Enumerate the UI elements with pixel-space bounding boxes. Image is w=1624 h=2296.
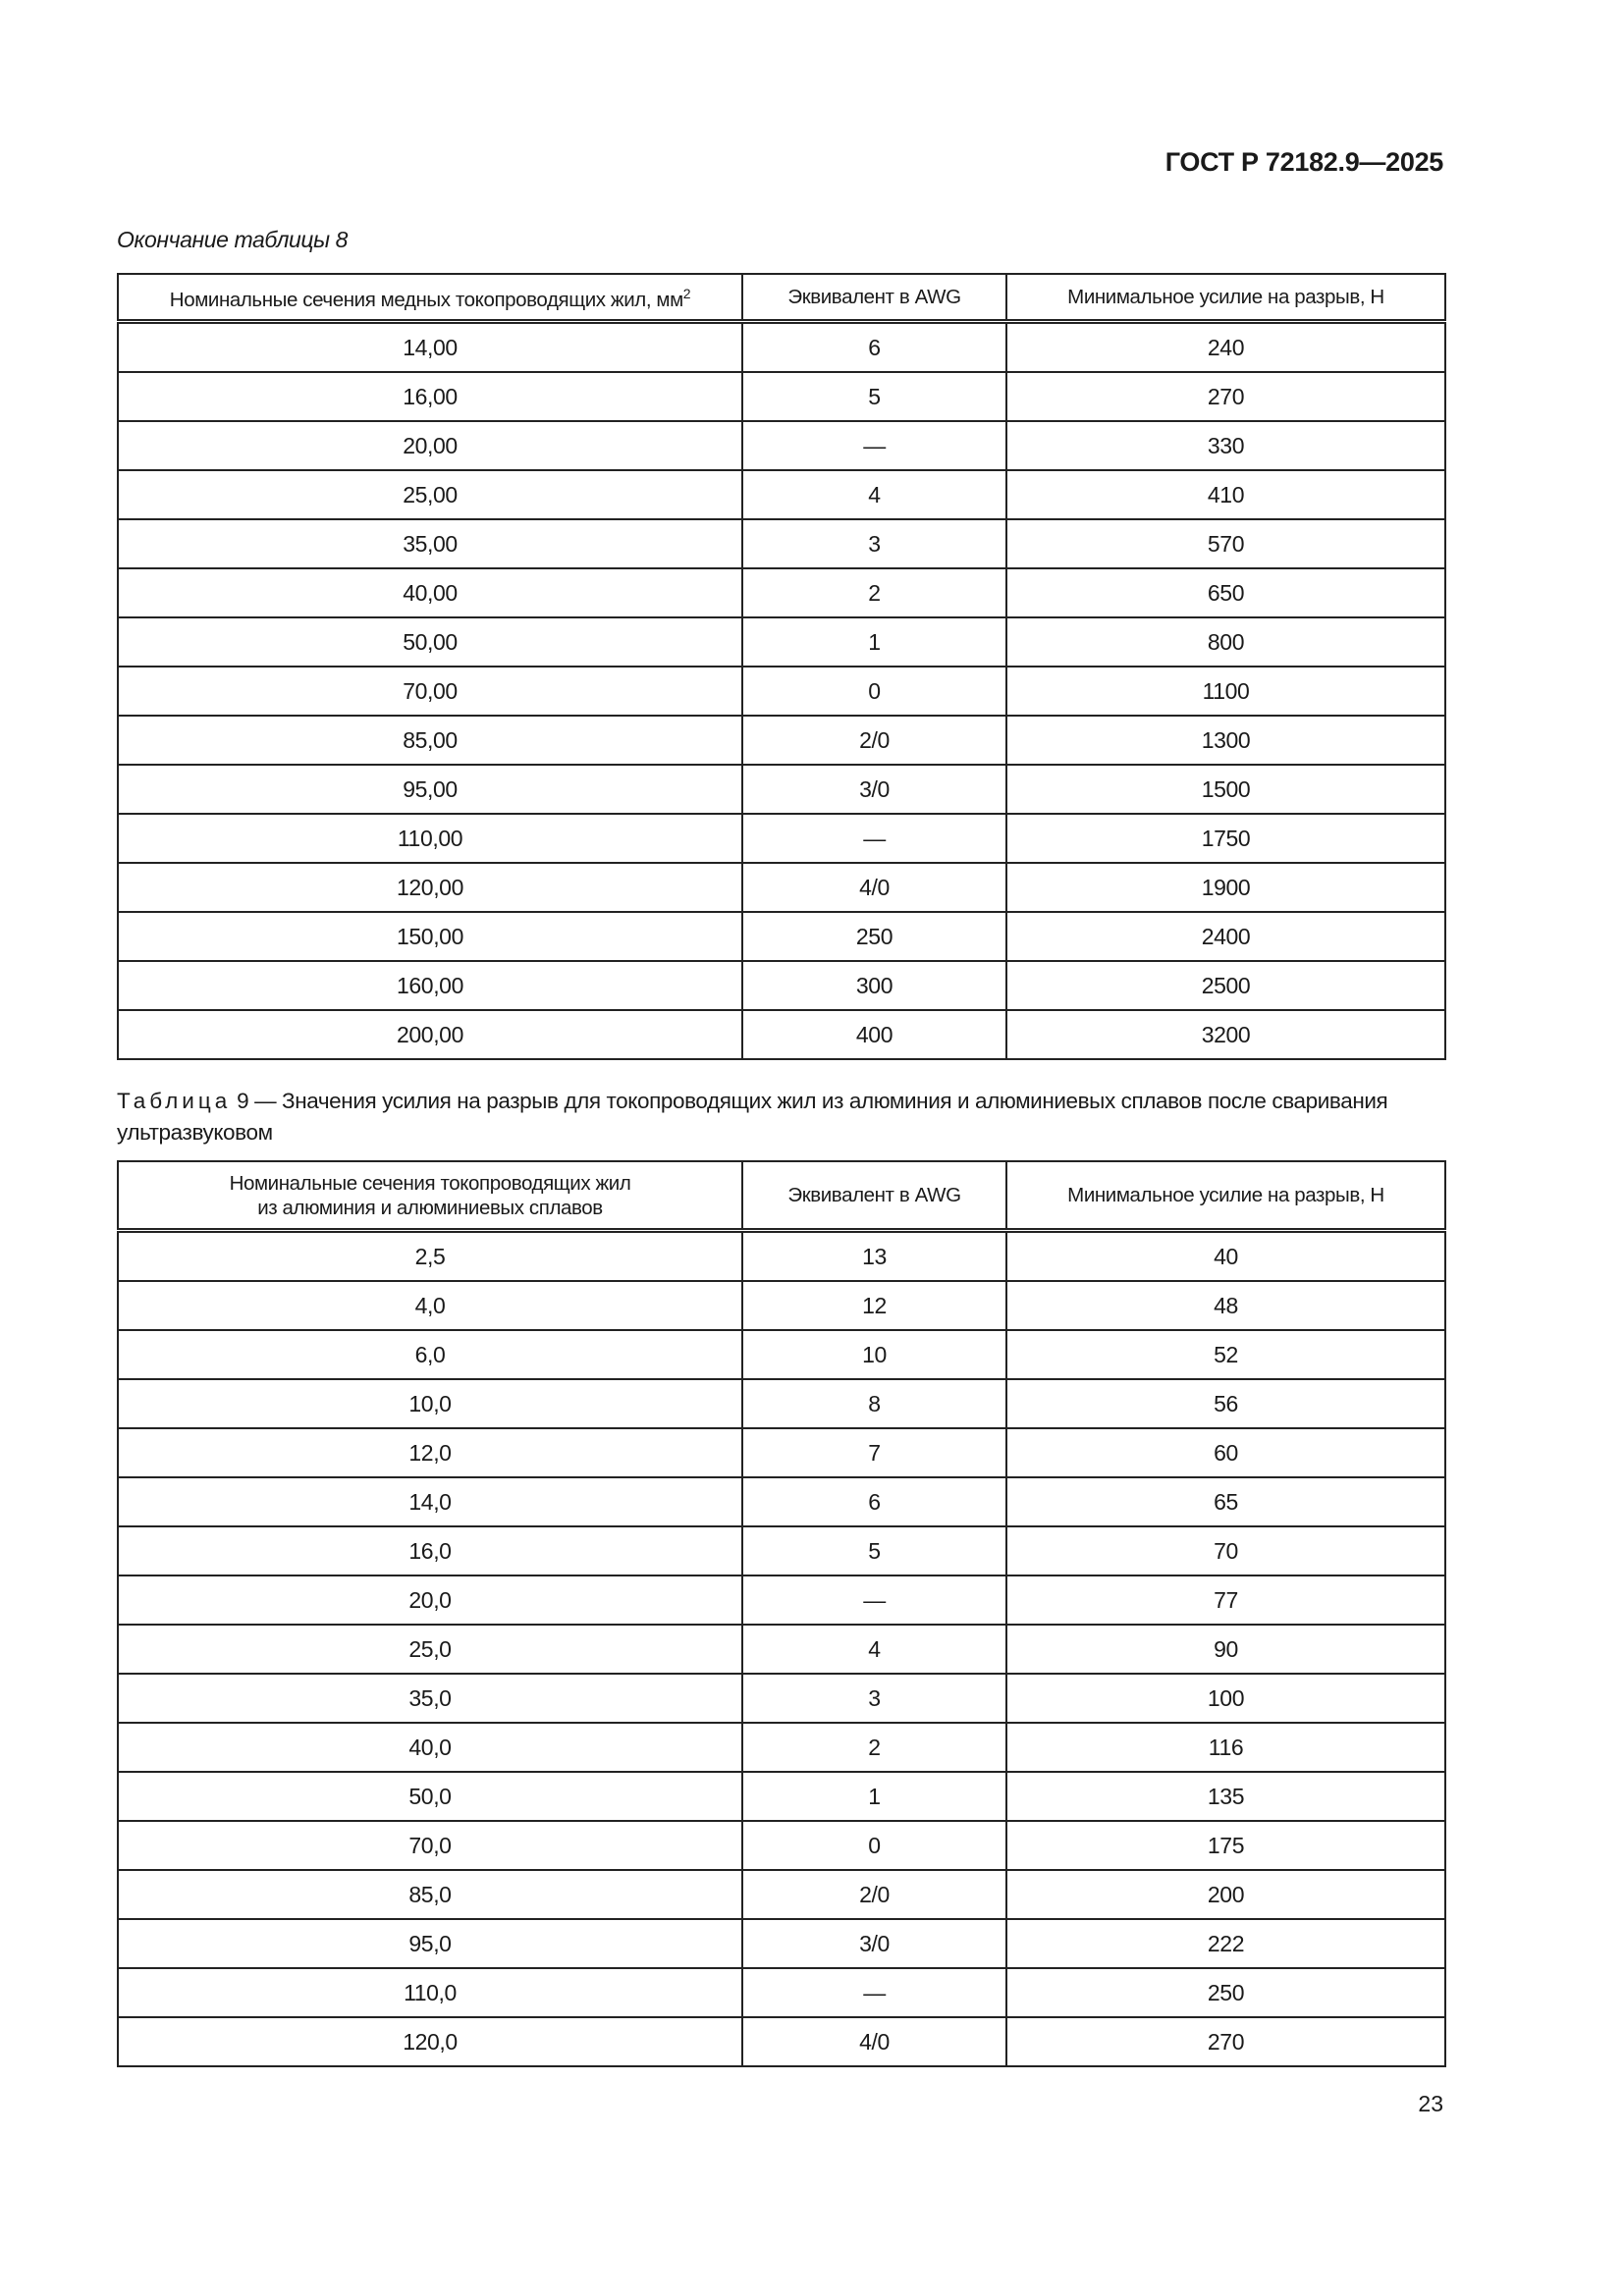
- cell-min-force: 56: [1006, 1379, 1445, 1428]
- cell-min-force: 2400: [1006, 912, 1445, 961]
- cell-cross-section: 2,5: [118, 1231, 742, 1282]
- table-9: [117, 1160, 1446, 2067]
- cell-min-force: 1300: [1006, 716, 1445, 765]
- table-row: [118, 568, 1445, 617]
- cell-cross-section: 110,0: [118, 1968, 742, 2017]
- cell-awg: 400: [742, 1010, 1006, 1059]
- cell-min-force: 222: [1006, 1919, 1445, 1968]
- cell-awg: —: [742, 1575, 1006, 1625]
- table-row: [118, 372, 1445, 421]
- caption-number: 9: [237, 1089, 249, 1113]
- cell-awg: —: [742, 421, 1006, 470]
- table-row: [118, 1526, 1445, 1575]
- cell-cross-section: 85,00: [118, 716, 742, 765]
- cell-cross-section: 70,00: [118, 667, 742, 716]
- cell-cross-section: 120,0: [118, 2017, 742, 2066]
- cell-cross-section: 14,00: [118, 322, 742, 373]
- cell-awg: 4: [742, 1625, 1006, 1674]
- table-8: [117, 273, 1446, 1060]
- cell-min-force: 1100: [1006, 667, 1445, 716]
- cell-awg: 0: [742, 667, 1006, 716]
- cell-min-force: 135: [1006, 1772, 1445, 1821]
- cell-min-force: 77: [1006, 1575, 1445, 1625]
- table-row: [118, 617, 1445, 667]
- cell-cross-section: 25,0: [118, 1625, 742, 1674]
- cell-awg: 2/0: [742, 1870, 1006, 1919]
- cell-cross-section: 6,0: [118, 1330, 742, 1379]
- cell-min-force: 52: [1006, 1330, 1445, 1379]
- cell-min-force: 1750: [1006, 814, 1445, 863]
- table-row: [118, 1575, 1445, 1625]
- cell-awg: 6: [742, 1477, 1006, 1526]
- cell-awg: 1: [742, 1772, 1006, 1821]
- cell-awg: 6: [742, 322, 1006, 373]
- table-row: [118, 1821, 1445, 1870]
- cell-awg: 8: [742, 1379, 1006, 1428]
- cell-awg: 250: [742, 912, 1006, 961]
- cell-cross-section: 200,00: [118, 1010, 742, 1059]
- table-row: [118, 1428, 1445, 1477]
- table-row: [118, 1379, 1445, 1428]
- table-row: [118, 1477, 1445, 1526]
- cell-cross-section: 20,0: [118, 1575, 742, 1625]
- cell-awg: 2: [742, 568, 1006, 617]
- cell-awg: 2/0: [742, 716, 1006, 765]
- cell-min-force: 240: [1006, 322, 1445, 373]
- cell-awg: 4: [742, 470, 1006, 519]
- cell-min-force: 90: [1006, 1625, 1445, 1674]
- cell-cross-section: 110,00: [118, 814, 742, 863]
- cell-cross-section: 150,00: [118, 912, 742, 961]
- cell-awg: 4/0: [742, 863, 1006, 912]
- cell-min-force: 270: [1006, 2017, 1445, 2066]
- page-number: 23: [1418, 2091, 1443, 2116]
- cell-cross-section: 10,0: [118, 1379, 742, 1428]
- cell-cross-section: 70,0: [118, 1821, 742, 1870]
- table-row: [118, 1870, 1445, 1919]
- cell-min-force: 116: [1006, 1723, 1445, 1772]
- table-header-row: [118, 274, 1445, 322]
- table-row: [118, 1010, 1445, 1059]
- cell-min-force: 410: [1006, 470, 1445, 519]
- caption-text: — Значения усилия на разрыв для токопроводящих жил из алюминия и алюминиевых сплавов после сваривания ультразвуковом: [117, 1089, 1388, 1145]
- cell-cross-section: 120,00: [118, 863, 742, 912]
- table-row: [118, 1968, 1445, 2017]
- cell-min-force: 70: [1006, 1526, 1445, 1575]
- column-header-cross-section: [118, 274, 742, 322]
- cell-cross-section: 16,0: [118, 1526, 742, 1575]
- table-row: [118, 667, 1445, 716]
- table-row: [118, 716, 1445, 765]
- table-8-continuation-label: Окончание таблицы 8: [117, 227, 349, 252]
- cell-cross-section: 40,00: [118, 568, 742, 617]
- table-row: [118, 1919, 1445, 1968]
- cell-awg: 300: [742, 961, 1006, 1010]
- header-text-line2: из алюминия и алюминиевых сплавов: [257, 1196, 603, 1219]
- table-9-caption: [117, 1086, 1444, 1148]
- column-header-min-force: Минимальное усилие на разрыв, Н: [1006, 1161, 1445, 1231]
- cell-awg: 3: [742, 519, 1006, 568]
- cell-awg: 10: [742, 1330, 1006, 1379]
- table-row: [118, 1625, 1445, 1674]
- cell-min-force: 1500: [1006, 765, 1445, 814]
- cell-cross-section: 160,00: [118, 961, 742, 1010]
- cell-min-force: 60: [1006, 1428, 1445, 1477]
- cell-cross-section: 35,00: [118, 519, 742, 568]
- cell-cross-section: 14,0: [118, 1477, 742, 1526]
- table-row: [118, 1330, 1445, 1379]
- cell-awg: 7: [742, 1428, 1006, 1477]
- document-code: ГОСТ Р 72182.9—2025: [1164, 147, 1443, 177]
- cell-cross-section: 16,00: [118, 372, 742, 421]
- column-header-awg: Эквивалент в AWG: [742, 1161, 1006, 1231]
- cell-min-force: 270: [1006, 372, 1445, 421]
- cell-awg: 5: [742, 372, 1006, 421]
- cell-awg: 3/0: [742, 765, 1006, 814]
- table-row: [118, 1281, 1445, 1330]
- table-row: [118, 2017, 1445, 2066]
- cell-awg: 4/0: [742, 2017, 1006, 2066]
- cell-min-force: 2500: [1006, 961, 1445, 1010]
- table-row: [118, 814, 1445, 863]
- cell-awg: —: [742, 1968, 1006, 2017]
- column-header-cross-section: [118, 1161, 742, 1231]
- cell-min-force: 40: [1006, 1231, 1445, 1282]
- cell-min-force: 100: [1006, 1674, 1445, 1723]
- cell-cross-section: 12,0: [118, 1428, 742, 1477]
- cell-awg: 3/0: [742, 1919, 1006, 1968]
- header-text: Номинальные сечения медных токопроводящих жил, мм: [169, 288, 683, 311]
- cell-cross-section: 35,0: [118, 1674, 742, 1723]
- column-header-min-force: Минимальное усилие на разрыв, Н: [1006, 274, 1445, 322]
- cell-min-force: 250: [1006, 1968, 1445, 2017]
- cell-awg: 3: [742, 1674, 1006, 1723]
- cell-min-force: 200: [1006, 1870, 1445, 1919]
- cell-min-force: 48: [1006, 1281, 1445, 1330]
- table-row: [118, 1772, 1445, 1821]
- table-row: [118, 961, 1445, 1010]
- cell-min-force: 800: [1006, 617, 1445, 667]
- cell-min-force: 570: [1006, 519, 1445, 568]
- table-row: [118, 765, 1445, 814]
- cell-awg: 13: [742, 1231, 1006, 1282]
- superscript: 2: [682, 286, 691, 302]
- table-row: [118, 470, 1445, 519]
- cell-awg: 5: [742, 1526, 1006, 1575]
- table-header-row: [118, 1161, 1445, 1231]
- cell-min-force: 3200: [1006, 1010, 1445, 1059]
- table-row: [118, 912, 1445, 961]
- table-row: [118, 322, 1445, 373]
- table-row: [118, 1723, 1445, 1772]
- cell-cross-section: 95,00: [118, 765, 742, 814]
- cell-min-force: 65: [1006, 1477, 1445, 1526]
- caption-prefix: Таблица: [117, 1089, 232, 1113]
- cell-min-force: 1900: [1006, 863, 1445, 912]
- column-header-awg: Эквивалент в AWG: [742, 274, 1006, 322]
- cell-cross-section: 40,0: [118, 1723, 742, 1772]
- header-text-line1: Номинальные сечения токопроводящих жил: [229, 1171, 631, 1195]
- cell-cross-section: 85,0: [118, 1870, 742, 1919]
- cell-awg: 2: [742, 1723, 1006, 1772]
- cell-min-force: 650: [1006, 568, 1445, 617]
- table-row: [118, 421, 1445, 470]
- table-row: [118, 519, 1445, 568]
- cell-cross-section: 50,00: [118, 617, 742, 667]
- cell-min-force: 330: [1006, 421, 1445, 470]
- cell-awg: —: [742, 814, 1006, 863]
- cell-awg: 0: [742, 1821, 1006, 1870]
- cell-awg: 1: [742, 617, 1006, 667]
- cell-cross-section: 95,0: [118, 1919, 742, 1968]
- table-row: [118, 1231, 1445, 1282]
- cell-cross-section: 25,00: [118, 470, 742, 519]
- table-row: [118, 1674, 1445, 1723]
- cell-cross-section: 20,00: [118, 421, 742, 470]
- cell-awg: 12: [742, 1281, 1006, 1330]
- cell-cross-section: 4,0: [118, 1281, 742, 1330]
- table-row: [118, 863, 1445, 912]
- cell-min-force: 175: [1006, 1821, 1445, 1870]
- cell-cross-section: 50,0: [118, 1772, 742, 1821]
